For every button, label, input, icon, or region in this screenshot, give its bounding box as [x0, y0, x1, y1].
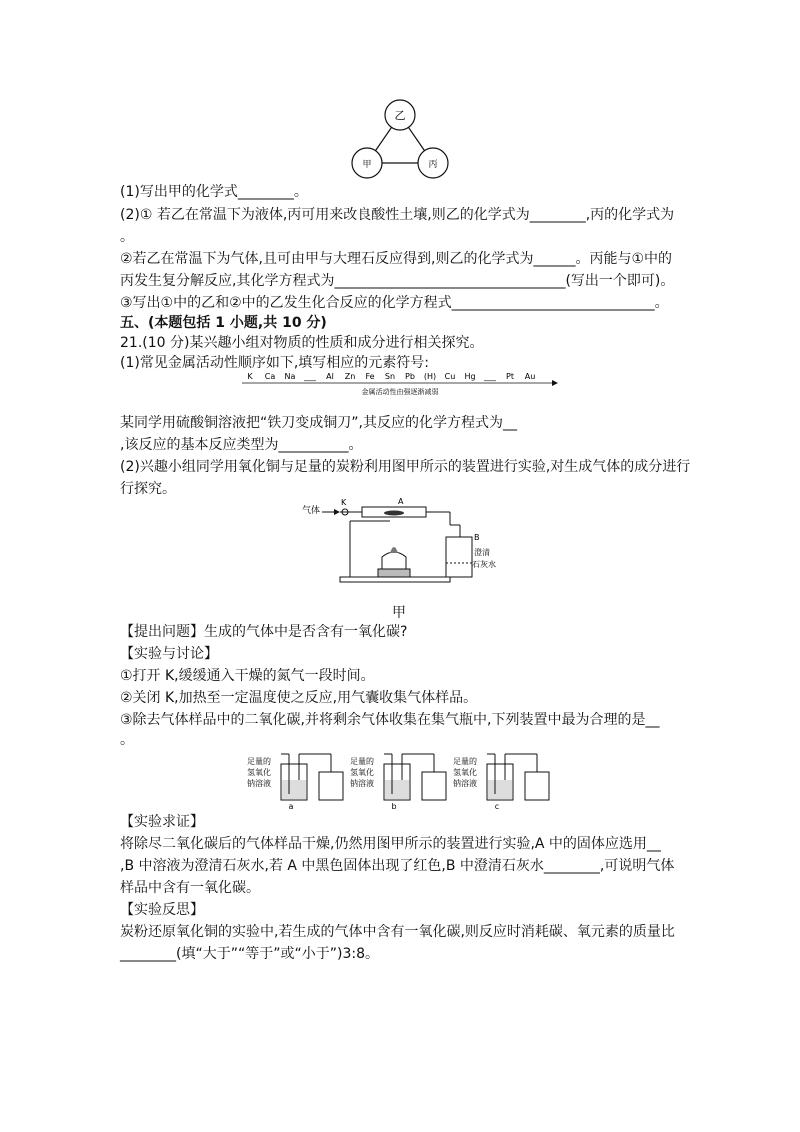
p2a: (2)兴趣小组同学用氧化铜与足量的炭粉利用图甲所示的装置进行实验,对生成气体的成分进行 — [120, 459, 691, 475]
heading-experiment: 【实验与讨论】 — [120, 646, 218, 662]
metal-symbol: Sn — [384, 372, 396, 381]
device-tag: b — [391, 802, 397, 811]
step-3a: ③除去气体样品中的二氧化碳,并将剩余气体收集在集气瓶中,下列装置中最为合理的是__ — [120, 712, 660, 728]
metal-symbol: Na — [284, 372, 296, 381]
section-5: 五、(本题包括 1 小题,共 10 分) — [120, 315, 327, 331]
node-right: 丙 — [428, 160, 438, 170]
q2b2: 丙发生复分解反应,其化学方程式为_________________________________(写出一个即可)。 — [120, 273, 675, 289]
heading-question: 【提出问题】生成的气体中是否含有一氧化碳? — [120, 624, 408, 640]
gas-label: 气体 — [302, 506, 321, 516]
metal-activity-series — [240, 370, 560, 396]
metal-symbol: Ca — [264, 372, 276, 381]
device-b — [350, 754, 446, 811]
tube-a-label: A — [398, 497, 404, 506]
q2a-end: 。 — [120, 229, 134, 245]
p2b: 行探究。 — [120, 481, 176, 497]
triangle-diagram — [345, 95, 455, 185]
reflect-1: 炭粉还原氧化铜的实验中,若生成的气体中含有一氧化碳,则反应时消耗碳、氧元素的质量比 — [120, 924, 675, 940]
apparatus-figure — [300, 495, 510, 590]
metal-symbol: Zn — [344, 372, 356, 381]
q2c: ③写出①中的乙和②中的乙发生化合反应的化学方程式_____________________________。 — [120, 295, 669, 311]
metal-symbol: K — [247, 372, 253, 381]
metal-symbol: Fe — [365, 372, 375, 381]
device-label: 钠溶液 — [350, 779, 374, 788]
metal-symbol: Au — [524, 372, 536, 381]
q2a: (2)① 若乙在常温下为液体,丙可用来改良酸性土壤,则乙的化学式为________,丙的化学式为 — [120, 207, 675, 223]
q1: (1)写出甲的化学式________。 — [120, 184, 308, 200]
device-label: 氢氧化 — [453, 768, 477, 777]
limewater-label-1: 澄清 — [474, 548, 490, 557]
limewater-label-2: 石灰水 — [472, 560, 496, 569]
device-c — [453, 754, 549, 811]
bottle-b-label: B — [474, 533, 480, 542]
device-a — [247, 754, 343, 811]
metal-series-caption: 金属活动性由强逐渐减弱 — [361, 388, 439, 396]
metal-symbol: Pt — [506, 372, 514, 381]
node-left: 甲 — [362, 160, 372, 170]
metal-symbol: ___ — [484, 372, 496, 381]
metal-symbol: Al — [326, 372, 334, 381]
p1b: ,该反应的基本反应类型为__________。 — [120, 437, 363, 453]
metal-symbol: Cu — [444, 372, 456, 381]
device-label: 足量的 — [350, 757, 374, 766]
q2b1: ②若乙在常温下为气体,且可由甲与大理石反应得到,则乙的化学式为______。丙能与①中的 — [120, 251, 672, 267]
heading-reflect: 【实验反思】 — [120, 902, 204, 918]
node-top: 乙 — [394, 109, 406, 122]
metal-symbol: (H) — [423, 372, 437, 381]
step-3b: 。 — [120, 732, 134, 748]
device-label: 足量的 — [247, 757, 271, 766]
device-label: 氢氧化 — [350, 768, 374, 777]
q21-1: (1)常见金属活动性顺序如下,填写相应的元素符号: — [120, 355, 429, 371]
verify-2: ,B 中溶液为澄清石灰水,若 A 中黑色固体出现了红色,B 中澄清石灰水________,可说明气体 — [120, 858, 675, 874]
metal-symbol: Pb — [405, 372, 415, 381]
device-label: 钠溶液 — [247, 779, 271, 788]
device-options — [245, 750, 555, 812]
device-label: 氢氧化 — [247, 768, 271, 777]
verify-3: 样品中含有一氧化碳。 — [120, 880, 260, 896]
q21: 21.(10 分)某兴趣小组对物质的性质和成分进行相关探究。 — [120, 335, 484, 351]
device-label: 钠溶液 — [453, 779, 477, 788]
metal-symbol: ___ — [304, 372, 316, 381]
metal-symbol: Hg — [464, 372, 476, 381]
device-tag: a — [288, 802, 294, 811]
p1a: 某同学用硫酸铜溶液把“铁刀变成铜刀”,其反应的化学方程式为__ — [120, 415, 517, 431]
reflect-2: ________(填“大于”“等于”或“小于”)3:8。 — [120, 946, 379, 962]
figure-caption: 甲 — [392, 605, 406, 621]
heading-verify: 【实验求证】 — [120, 814, 204, 830]
step-1: ①打开 K,缓缓通入干燥的氮气一段时间。 — [120, 668, 375, 684]
step-2: ②关闭 K,加热至一定温度使之反应,用气囊收集气体样品。 — [120, 690, 478, 706]
device-label: 足量的 — [453, 757, 477, 766]
valve-k-label: K — [341, 498, 347, 507]
device-tag: c — [494, 802, 500, 811]
verify-1: 将除尽二氧化碳后的气体样品干燥,仍然用图甲所示的装置进行实验,A 中的固体应选用__ — [120, 836, 661, 852]
